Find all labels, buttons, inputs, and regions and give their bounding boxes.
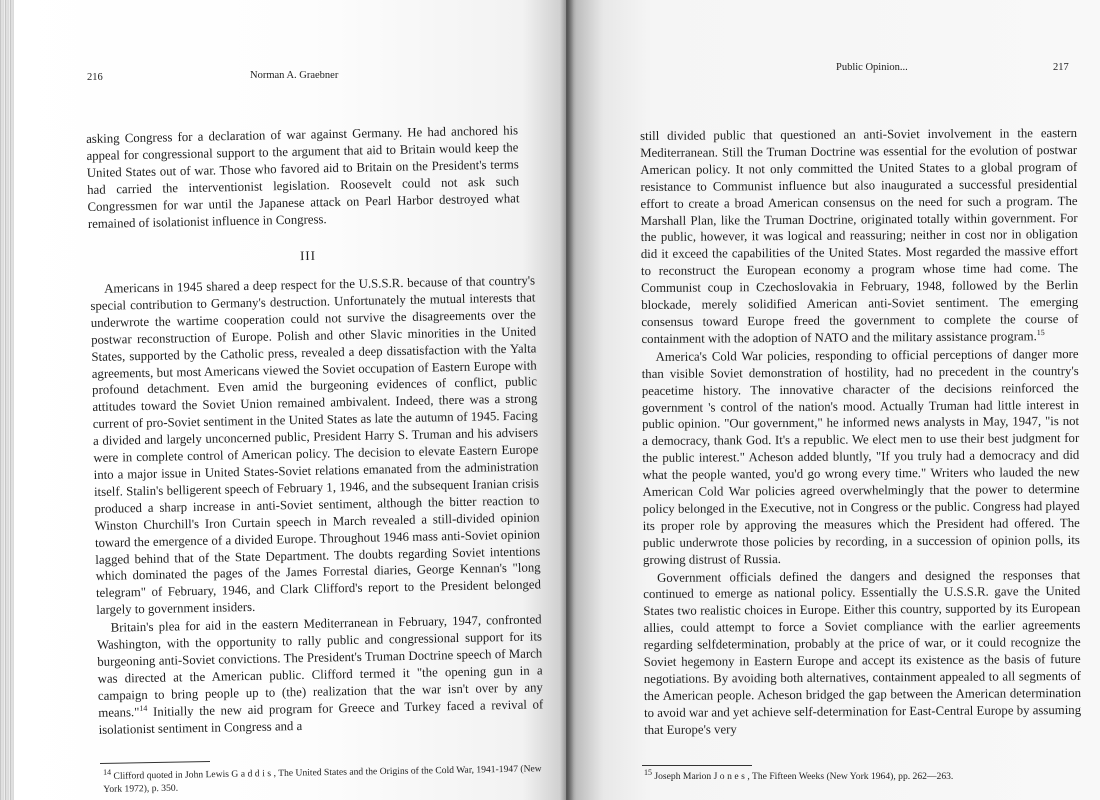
right-paragraph-1 bbox=[640, 125, 1079, 348]
left-footnote-mark: 14 bbox=[102, 767, 112, 777]
left-footnote-rule bbox=[100, 761, 210, 764]
right-footnote bbox=[644, 767, 1074, 783]
left-paragraph-1: Americans in 1945 shared a deep respect for the U.S.S.R. because of that country's special contribution to Germany's destruction. Unfortunately the mutual interests that underwrote the wartime cooperation could not survive the disagreements over the postwar reconstruction of Europe. Polish and other Slavic minorities in the United States, supported by the Catholic press, revealed a deep dissatisfaction with the Yalta agreements, but most Americans viewed the Soviet occupation of Eastern Europe with profound detachment. Even amid the burgeoning evidences of conflict, public attitudes toward the Soviet Union remained ambivalent. Indeed, there was a strong current of pro-Soviet sentiment in the United States as late the autumn of 1945. Facing a divided and largely unconcerned public, President Harry S. Truman and his advisers were in complete control of American policy. The decision to elevate Eastern Europe into a major issue in United States-Soviet relations emanated from the administration itself. Stalin's belligerent speech of February 1, 1946, and the subsequent Iranian crisis produced a sharp increase in anti-Soviet sentiment, although the bitter reaction to Winston Churchill's Iron Curtain speech in March revealed a still-divided opinion toward the emergence of a divided Europe. Throughout 1946 mass anti-Soviet opinion lagged behind that of the State Department. The doubts regarding Soviet intentions which dominated the pages of the James Forrestal diaries, George Kennan's "long telegram" of February, 1946, and Clark Clifford's report to the President belonged largely to government insiders. bbox=[90, 273, 542, 618]
left-top-text bbox=[86, 122, 520, 232]
left-body-text bbox=[90, 272, 544, 738]
author-header: Norman A. Graebner bbox=[250, 70, 339, 81]
left-top-paragraph: asking Congress for a declaration of war against Germany. He had anchored his appeal for congressional support to the argument that aid to Britain would keep the United States out of war. Those who favored aid to Britain on the President's terms had carried the interventionist legislation. Roosevelt could not ask such Congressmen for war until the Japanese attack on Pearl Harbor destroyed what remained of isolationist influence in Congress. bbox=[86, 123, 520, 231]
running-title: Public Opinion... bbox=[836, 62, 908, 73]
left-footnote-text-a: Clifford quoted in John Lewis bbox=[113, 768, 232, 782]
footnote-ref-15: 15 bbox=[1036, 327, 1045, 337]
left-footnote-text-b: , The United States and the Origins of the Cold War, 1941-1947 (New York 1972), p. 350. bbox=[103, 763, 542, 795]
right-footnote-author: Jones bbox=[713, 771, 748, 782]
left-paragraph-2 bbox=[97, 612, 544, 739]
left-footnote bbox=[103, 762, 543, 796]
right-paragraph-2: America's Cold War policies, responding to official perceptions of danger more than visible Soviet demonstration of hostility, had no precedent in the country's peacetime history. The innovative character of the decisions reinforced the government 's control of the nation's mood. Actually Truman had little interest in public opinion. "Our government," he informed news analysts in May, 1947, "is not a democracy, thank God. It's a republic. We elect men to use their best judgment for the public interest." Acheson added bluntly, "If you truly had a democracy and did what the people wanted, you'd go wrong every time." Writers who lauded the new American Cold War policies agreed overwhelmingly that the power to determine policy belonged in the Executive, not in Congress or the public. Congress had played its proper role by approving the measures which the President had offered. The public underwrote those policies by recording, in a succession of opinion polls, its growing distrust of Russia. bbox=[641, 346, 1080, 567]
right-body-text bbox=[640, 125, 1081, 739]
left-paragraph-2-tail: Initially the new aid program for Greece and Turkey faced a revival of isolationist sentiment in Congress and a bbox=[98, 697, 544, 737]
right-footnote-rule bbox=[642, 765, 752, 766]
left-footnote-author: Gaddis bbox=[231, 768, 274, 780]
footnote-ref-14: 14 bbox=[139, 703, 148, 713]
right-page-number: 217 bbox=[1053, 62, 1069, 73]
left-paragraph-2-text: Britain's plea for aid in the eastern Mediterranean in February, 1947, confronted Washington, with the opportunity to rally public and congressional support for its burgeoning anti-Soviet convictions. The President's Truman Doctrine speech of March was directed at the American public. Clifford termed it "the opening gun in a campaign to bring people up to (the) realization that the war isn't over by any means." bbox=[96, 612, 544, 720]
left-page-number: 216 bbox=[87, 72, 103, 83]
right-footnote-text-a: Joseph Marion bbox=[654, 771, 714, 782]
right-footnote-text-b: , The Fifteen Weeks (New York 1964), pp. 262—263. bbox=[747, 771, 954, 782]
right-page bbox=[566, 0, 1100, 800]
section-heading: III bbox=[299, 247, 317, 264]
right-footnote-mark: 15 bbox=[644, 767, 652, 777]
right-paragraph-3: Government officials defined the dangers and designed the responses that continued to emerge as national policy. Essentially the U.S.S.R. gave the United States two realistic choices in Europe. Either this country, supported by its European allies, could attempt to force a Soviet compliance with the earlier agreements regarding selfdetermination, probably at the price of war, or it could recognize the Soviet hegemony in Eastern Europe and accept its existence as the basis of future negotiations. By avoiding both alternatives, containment appealed to all segments of the American people. Acheson bridged the gap between the American determination to avoid war and yet achieve self-determination for East-Central Europe by assuming that Europe's very bbox=[643, 567, 1082, 737]
right-paragraph-1-text: still divided public that questioned an anti-Soviet involvement in the eastern Mediterranean. Still the Truman Doctrine was essential for the evolution of postwar American policy. It not only committed the United States to a global program of resistance to Communist influence but also inaugurated a successful presidential effort to create a broad American consensus on the need for such a program. The Marshall Plan, like the Truman Doctrine, originated totally within government. For the public, however, it was logical and reassuring; neither in cost nor in obligation did it exceed the capabilities of the United States. Most regarded the massive effort to reconstruct the European economy a program whose time had come. The Communist coup in Czechoslovakia in February, 1948, followed by the Berlin blockade, merely solidified American anti-Soviet sentiment. The emerging consensus toward Europe freed the government to complete the course of containment with the adoption of NATO and the military assistance program. bbox=[640, 125, 1079, 346]
